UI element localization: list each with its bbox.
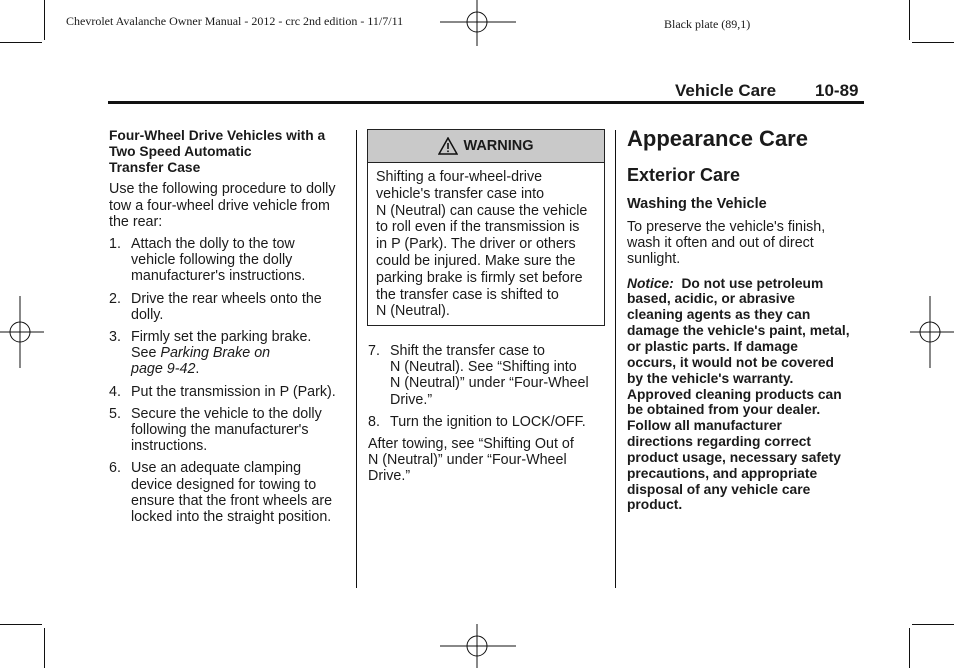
text-line: Use the following procedure to dolly <box>109 181 336 198</box>
warning-header <box>368 130 604 163</box>
header-rule <box>108 101 864 104</box>
text-line: Attach the dolly to the tow <box>131 236 295 252</box>
crop-mark <box>0 624 42 625</box>
step-item <box>368 414 608 430</box>
cross-reference-link[interactable]: Parking Brake on <box>160 345 271 362</box>
step-item <box>368 343 608 408</box>
intro-paragraph <box>109 181 349 230</box>
column-right-body <box>627 219 872 513</box>
text-line: by the vehicle's warranty. <box>627 370 794 386</box>
heading-line: Two Speed Automatic <box>109 143 252 159</box>
text-line: parking brake is firmly set before <box>376 269 583 286</box>
step-number: 2. <box>109 290 121 307</box>
text-line: Secure the vehicle to the dolly <box>131 405 322 422</box>
column-middle-body <box>368 343 608 485</box>
registration-mark-top <box>440 0 516 46</box>
text-line: Follow all manufacturer <box>627 418 782 434</box>
text-line: vehicle following the dolly <box>131 252 293 269</box>
step-text <box>131 291 349 323</box>
text-line: disposal of any vehicle care <box>627 481 811 497</box>
registration-mark-bottom <box>440 624 516 668</box>
text-line: be obtained from your dealer. <box>627 402 821 418</box>
step-item <box>109 384 349 400</box>
text-line: N (Neutral). See “Shifting into <box>390 359 577 376</box>
section-title: Vehicle Care <box>675 81 777 100</box>
crop-mark <box>0 42 42 43</box>
step-item <box>109 329 349 378</box>
column-divider <box>615 130 616 588</box>
text-line: Turn the ignition to LOCK/OFF. <box>390 413 586 430</box>
text-line: the transfer case is shifted to <box>376 286 559 303</box>
step-text <box>390 343 608 408</box>
text-line: Use an adequate clamping <box>131 460 302 477</box>
step-item <box>109 406 349 455</box>
notice-paragraph <box>627 276 872 514</box>
text-line: cleaning agents as they can <box>627 307 811 323</box>
step-text <box>131 329 349 378</box>
text-line: Firmly set the parking brake. <box>131 329 312 346</box>
text-line: wash it often and out of direct <box>627 235 814 252</box>
text-line: After towing, see “Shifting Out of <box>368 436 574 453</box>
text-fragment: Do not use petroleum <box>681 275 824 291</box>
text-line: Drive the rear wheels onto the <box>131 290 322 307</box>
text-line: sunlight. <box>627 251 681 268</box>
after-towing-paragraph <box>368 436 608 485</box>
crop-mark <box>909 628 910 668</box>
text-line: dolly. <box>131 306 164 323</box>
heading-line: Four-Wheel Drive Vehicles with a <box>109 128 326 143</box>
text-line: N (Neutral)” under “Four-Wheel <box>368 452 567 469</box>
text-line: the rear: <box>109 213 163 230</box>
text-line: could be injured. Make sure the <box>376 252 576 269</box>
crop-mark <box>912 42 954 43</box>
text-line: to roll even if the transmission is <box>376 219 580 236</box>
text-fragment: See <box>131 345 161 362</box>
topic-heading: Washing the Vehicle <box>627 196 767 212</box>
notice-label: Notice: <box>627 275 674 291</box>
text-fragment: . <box>195 361 200 378</box>
step-number: 5. <box>109 405 121 422</box>
step-number: 4. <box>109 383 121 400</box>
heading-line: Transfer Case <box>109 159 201 175</box>
procedure-steps-continued <box>368 343 608 430</box>
registration-mark-left <box>0 296 44 368</box>
warning-box <box>367 129 605 326</box>
column-left <box>109 128 349 525</box>
print-header-right: Black plate (89,1) <box>664 17 751 31</box>
subsection-heading <box>109 128 349 175</box>
text-line: based, acidic, or abrasive <box>627 291 795 307</box>
procedure-steps <box>109 236 349 525</box>
step-number: 3. <box>109 329 121 346</box>
text-line: N (Neutral) can cause the vehicle <box>376 202 588 219</box>
page-number: 10-89 <box>815 81 859 100</box>
step-item <box>109 460 349 525</box>
text-line: device designed for towing to <box>131 476 317 493</box>
warning-title: WARNING <box>463 138 534 154</box>
text-line: Shift the transfer case to <box>390 343 545 359</box>
text-line <box>131 345 349 361</box>
step-number: 7. <box>368 343 380 359</box>
crop-mark <box>912 624 954 625</box>
text-line <box>131 361 349 377</box>
step-text <box>131 384 349 400</box>
crop-mark <box>909 0 910 40</box>
column-divider <box>356 130 357 588</box>
intro-paragraph <box>627 219 872 268</box>
text-line: or plastic parts. If damage <box>627 338 798 354</box>
text-line: product. <box>627 497 683 513</box>
text-line: N (Neutral)” under “Four-Wheel <box>390 375 589 392</box>
text-line: occurs, it would not be covered <box>627 354 834 370</box>
text-line: Put the transmission in P (Park). <box>131 383 336 400</box>
registration-mark-right <box>910 296 954 368</box>
step-number: 6. <box>109 460 121 477</box>
crop-mark <box>44 0 45 40</box>
text-line: product usage, necessary safety <box>627 449 841 465</box>
text-line: following the manufacturer's <box>131 422 309 439</box>
print-header-left: Chevrolet Avalanche Owner Manual - 2012 - crc 2nd edition - 11/7/11 <box>66 14 404 28</box>
text-line: Drive.” <box>368 468 411 485</box>
text-line: precautions, and appropriate <box>627 465 818 481</box>
text-line: locked into the straight position. <box>131 509 332 526</box>
step-text <box>131 406 349 455</box>
text-line: To preserve the vehicle's finish, <box>627 219 826 235</box>
crop-mark <box>44 628 45 668</box>
step-number: 8. <box>368 413 380 430</box>
text-line: directions regarding correct <box>627 434 812 450</box>
text-line: tow a four-wheel drive vehicle from <box>109 197 330 214</box>
step-item <box>109 291 349 323</box>
warning-icon <box>438 137 458 155</box>
cross-reference-link[interactable]: page 9-42 <box>131 361 196 378</box>
step-text <box>131 236 349 285</box>
text-line: ensure that the front wheels are <box>131 492 333 509</box>
text-line: Approved cleaning products can <box>627 386 842 402</box>
section-heading: Appearance Care <box>627 126 808 151</box>
text-line: in P (Park). The driver or others <box>376 236 576 253</box>
text-line: Drive.” <box>390 391 433 408</box>
text-line: damage the vehicle's paint, metal, <box>627 323 850 339</box>
text-line: instructions. <box>131 438 208 455</box>
step-text <box>390 414 608 430</box>
step-number: 1. <box>109 236 121 252</box>
step-item <box>109 236 349 285</box>
text-line: Shifting a four-wheel-drive <box>376 169 543 185</box>
text-line: manufacturer's instructions. <box>131 268 306 285</box>
text-line: N (Neutral). <box>376 303 450 320</box>
text-line: vehicle's transfer case into <box>376 185 545 202</box>
warning-text <box>368 163 604 320</box>
text-line <box>627 276 872 292</box>
step-text <box>131 460 349 525</box>
subsection-heading: Exterior Care <box>627 165 741 185</box>
